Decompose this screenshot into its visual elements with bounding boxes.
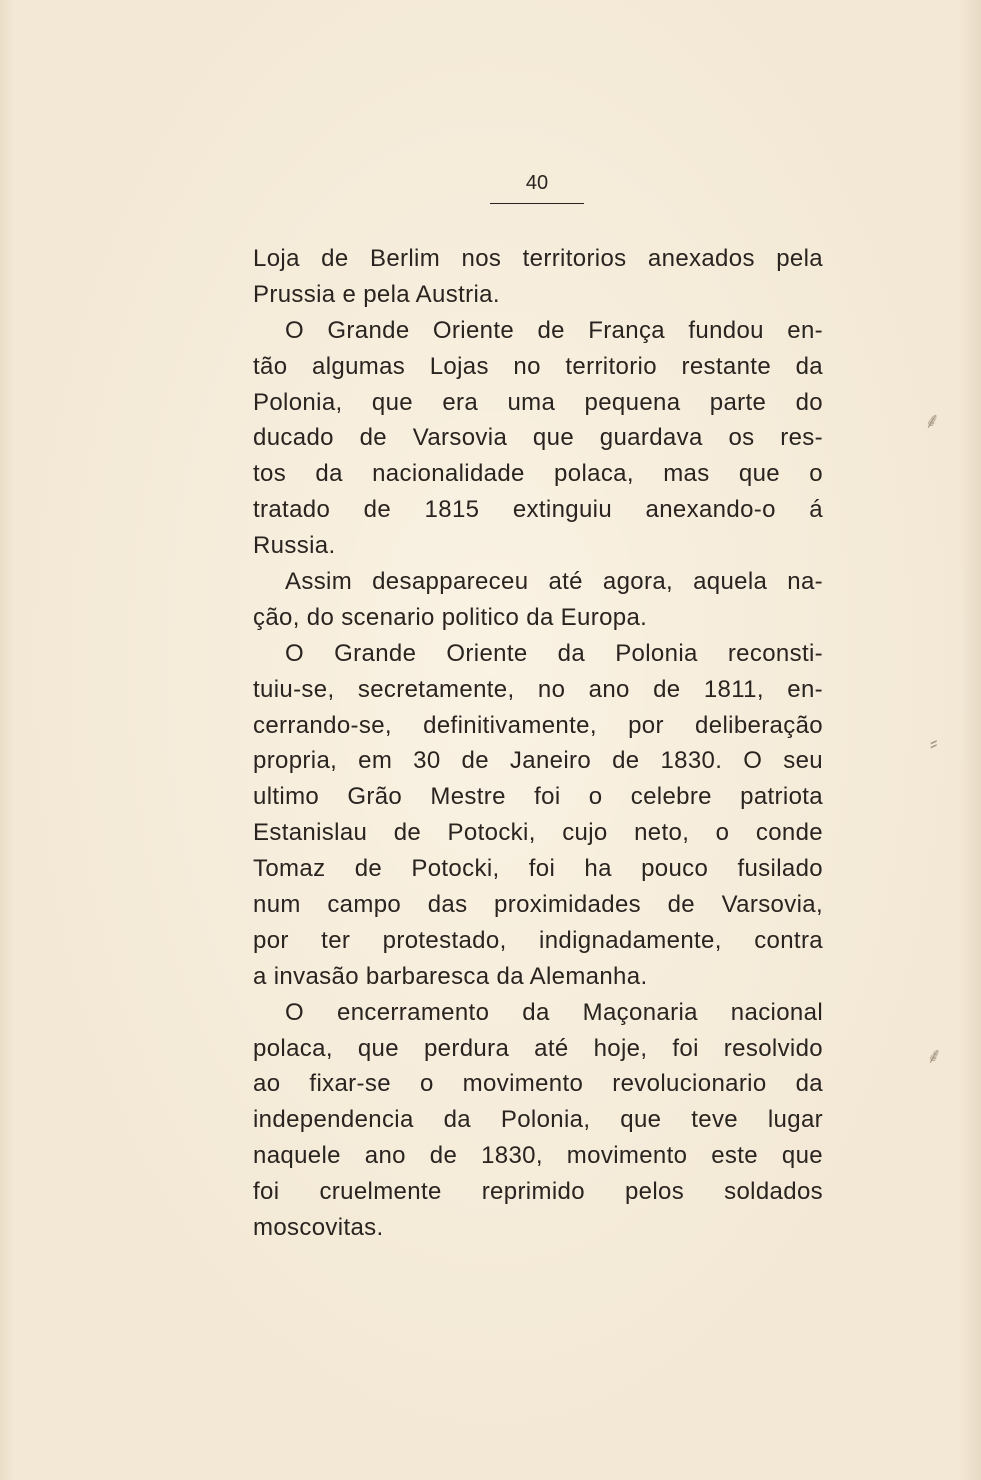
text-line: Prussia e pela Austria.	[253, 280, 500, 308]
text-line: O Grande Oriente de França fundou en-	[285, 316, 823, 344]
text-line: Polonia, que era uma pequena parte do	[253, 388, 823, 416]
text-line: moscovitas.	[253, 1214, 384, 1242]
text-line: propria, em 30 de Janeiro de 1830. O seu	[253, 747, 823, 775]
text-line: ducado de Varsovia que guardava os res-	[253, 424, 823, 452]
text-line: independencia da Polonia, que teve lugar	[253, 1106, 823, 1134]
text-line: O encerramento da Maçonaria nacional	[285, 998, 823, 1026]
text-line: Assim desappareceu até agora, aquela na-	[285, 568, 823, 596]
text-line: ao fixar-se o movimento revolucionario da	[253, 1070, 823, 1098]
text-line: a invasão barbaresca da Alemanha.	[253, 962, 648, 990]
body-text	[253, 241, 823, 1246]
text-line: cerrando-se, definitivamente, por deliberação	[253, 711, 823, 739]
page-number: 40	[525, 172, 549, 194]
text-line: foi cruelmente reprimido pelos soldados	[253, 1178, 823, 1206]
text-line: Estanislau de Potocki, cujo neto, o conde	[253, 819, 823, 847]
text-line: por ter protestado, indignadamente, contra	[253, 926, 823, 954]
text-line: Loja de Berlim nos territorios anexados pela	[253, 245, 823, 272]
margin-smudge-mark: ⸗	[930, 731, 938, 756]
text-line: tão algumas Lojas no territorio restante da	[253, 352, 823, 380]
text-line: tos da nacionalidade polaca, mas que o	[253, 460, 823, 488]
margin-smudge-mark: ⸙	[926, 1044, 943, 1069]
text-line: naquele ano de 1830, movimento este que	[253, 1142, 823, 1170]
text-line: polaca, que perdura até hoje, foi resolvido	[253, 1034, 823, 1062]
text-line: num campo das proximidades de Varsovia,	[253, 891, 823, 919]
text-line: tratado de 1815 extinguiu anexando-o á	[253, 496, 823, 524]
margin-smudge-mark: ⸙	[924, 409, 941, 434]
text-line: Russia.	[253, 532, 336, 560]
text-line: ção, do scenario politico da Europa.	[253, 603, 648, 631]
text-line: O Grande Oriente da Polonia reconsti-	[285, 639, 823, 667]
text-line: ultimo Grão Mestre foi o celebre patriota	[253, 783, 823, 811]
page-number-rule	[490, 203, 584, 204]
text-line: tuiu-se, secretamente, no ano de 1811, en-	[253, 675, 823, 703]
text-line: Tomaz de Potocki, foi ha pouco fusilado	[253, 855, 823, 883]
